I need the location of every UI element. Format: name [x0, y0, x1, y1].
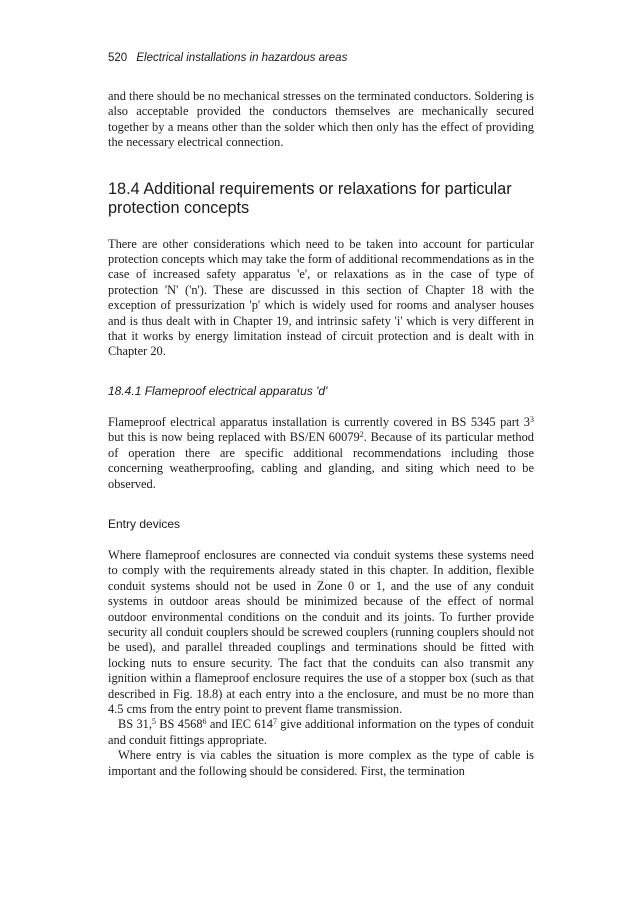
entry-devices-paragraph: Where flameproof enclosures are connected via conduit systems these systems need to comply with the requirements already stated in this chapter. In addition, flexible conduit systems should not be used in Zone 0 or 1, and the use of any conduit systems in outdoor areas should be minimized because of the effect of normal outdoor environmental conditions on the conduit and its joints. To further provide security all conduit couplers should be screwed couplers (running couplers should not be used), and parallel threaded couplings and terminations should be fitted with locking nuts to ensure security. The fact that the conduits can also transmit any ignition within a flameproof enclosure requires the use of a stopper box (such as that described in Fig. 18.8) at each entry into a the enclosure, and must be no more than 4.5 cms from the entry point to prevent flame transmission. — [108, 547, 534, 716]
opening-paragraph: and there should be no mechanical stresses on the terminated conductors. Soldering is also acceptable provided the conductors themselves are mechanically secured together by a means other than the solder which then only has the effect of providing the necessary electrical connection. — [108, 89, 534, 150]
subsection-heading: 18.4.1 Flameproof electrical apparatus 'd' — [108, 383, 328, 398]
reference-superscript: 5 — [151, 717, 156, 727]
running-header — [108, 52, 534, 64]
reference-superscript: 2 — [359, 430, 364, 440]
text-run: BS 31, — [118, 717, 152, 732]
text-run: give additional information on the types of conduit and conduit fittings appropriate. — [108, 717, 535, 747]
reference-superscript: 7 — [272, 717, 277, 727]
minor-heading: Entry devices — [108, 516, 181, 531]
running-title: Electrical installations in hazardous areas — [136, 52, 348, 64]
section-paragraph: There are other considerations which need to be taken into account for particular protection concepts which may take the form of additional recommendations as in the case of increased safety apparatus 'e', or relaxations as in the case of type of protection 'N' ('n'). These are discussed in this section of Chapter 18 with the exception of pressurization 'p' which is widely used for rooms and analyser houses and is thus dealt with in Chapter 19, and intrinsic safety 'i' which is very different in that it works by energy limitation instead of circuit protection and is dealt with in Chapter 20. — [108, 236, 534, 359]
section-heading: 18.4 Additional requirements or relaxations for particular protection concepts — [108, 179, 512, 217]
text-run: Flameproof electrical apparatus installation is currently covered in BS 5345 part 3 — [108, 414, 530, 429]
text-run: . Because of its particular method of operation there are specific additional recommendations including those concerning weatherproofing, cabling and glanding, and siting which need to be observed. — [108, 430, 534, 491]
subsection-paragraph — [108, 415, 534, 492]
cable-entry-paragraph: Where entry is via cables the situation is more complex as the type of cable is important and the following should be considered. First, the termination — [108, 748, 534, 778]
text-run: and IEC 614 — [206, 717, 273, 732]
book-page — [108, 52, 534, 779]
reference-superscript: 3 — [530, 414, 534, 424]
text-run: but this is now being replaced with BS/EN 60079 — [108, 430, 360, 445]
page-number: 520 — [108, 52, 128, 64]
reference-superscript: 6 — [202, 717, 207, 727]
standards-paragraph — [108, 717, 534, 748]
text-run: BS 4568 — [155, 717, 203, 732]
